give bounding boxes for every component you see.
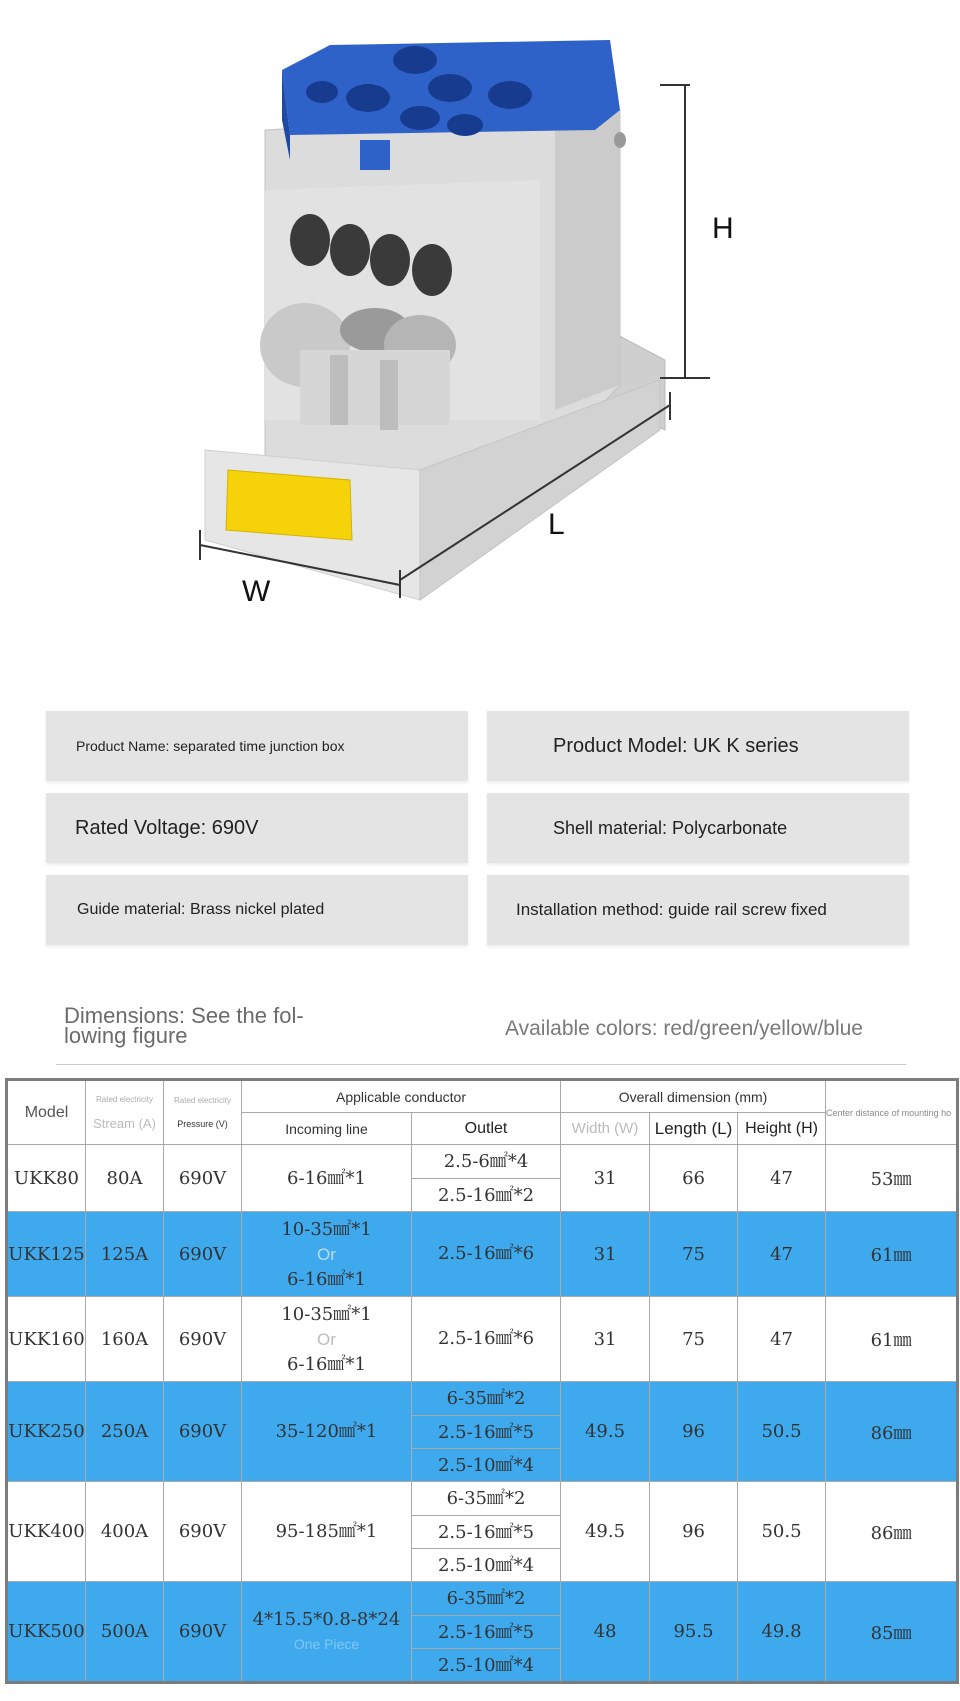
- cell-width: 49.5: [561, 1382, 650, 1482]
- incoming-value: 95-185㎟*1: [275, 1521, 378, 1542]
- cell-incoming: [242, 1382, 412, 1482]
- cell-model: UKK160: [7, 1297, 86, 1382]
- spec-card-guide-material: [46, 875, 468, 945]
- incoming-value: 6-16㎟*1: [287, 1268, 366, 1290]
- cell-width: 31: [561, 1297, 650, 1382]
- header-current-small: Rated electricity: [96, 1094, 153, 1104]
- table-row: [7, 1582, 958, 1683]
- table-row: [7, 1145, 958, 1212]
- product-image: [0, 0, 960, 640]
- header-incoming: Incoming line: [242, 1113, 412, 1145]
- cell-model: UKK125: [7, 1212, 86, 1297]
- cell-center-distance: 61㎜: [826, 1212, 958, 1297]
- cell-height: 47: [738, 1297, 826, 1382]
- outlet-value: 2.5-10㎟*4: [412, 1448, 560, 1481]
- cell-voltage: 690V: [164, 1145, 242, 1212]
- cell-outlet: [412, 1145, 561, 1212]
- cell-center-distance: 85㎜: [826, 1582, 958, 1683]
- length-label: L: [548, 508, 565, 541]
- cell-length: 66: [650, 1145, 738, 1212]
- table-row: [7, 1212, 958, 1297]
- spec-card-product-name: [46, 711, 468, 781]
- cell-current: 125A: [86, 1212, 164, 1297]
- incoming-value: 4*15.5*0.8-8*24: [252, 1608, 401, 1630]
- cell-center-distance: 61㎜: [826, 1297, 958, 1382]
- outlet-value: 6-35㎟*2: [446, 1488, 526, 1509]
- product-model-text: Product Model: UK K series: [553, 734, 799, 757]
- installation-text: Installation method: guide rail screw fixed: [516, 900, 827, 919]
- incoming-value: 35-120㎟*1: [275, 1421, 378, 1442]
- cell-width: 31: [561, 1145, 650, 1212]
- cell-length: 96: [650, 1482, 738, 1582]
- header-model: Model: [7, 1080, 86, 1145]
- header-conductor: Applicable conductor: [242, 1080, 561, 1113]
- cell-incoming: [242, 1297, 412, 1382]
- cell-voltage: 690V: [164, 1212, 242, 1297]
- cell-incoming: [242, 1212, 412, 1297]
- cell-height: 49.8: [738, 1582, 826, 1683]
- spec-card-rated-voltage: [46, 793, 468, 863]
- cell-center-distance: 53㎜: [826, 1145, 958, 1212]
- height-label: H: [712, 212, 734, 245]
- outlet-value: 2.5-16㎟*5: [412, 1415, 560, 1448]
- outlet-value: 2.5-16㎟*5: [412, 1615, 560, 1648]
- cell-outlet: [412, 1382, 561, 1482]
- header-outlet: Outlet: [412, 1113, 561, 1145]
- width-label: W: [242, 575, 271, 608]
- header-center-distance: Center distance of mounting ho: [826, 1080, 958, 1145]
- dimensions-note-line2: lowing figure: [64, 1023, 188, 1048]
- cell-current: 400A: [86, 1482, 164, 1582]
- incoming-value: 6-16㎟*1: [287, 1167, 366, 1189]
- cell-outlet: [412, 1212, 561, 1297]
- spec-card-shell-material: [487, 793, 909, 863]
- spec-card-product-model: [487, 711, 909, 781]
- rated-voltage-text: Rated Voltage: 690V: [75, 816, 259, 839]
- cell-width: 49.5: [561, 1482, 650, 1582]
- header-voltage-main: Pressure (V): [177, 1119, 228, 1129]
- cell-voltage: 690V: [164, 1382, 242, 1482]
- header-length: Length (L): [650, 1113, 738, 1145]
- or-label: Or: [317, 1244, 336, 1264]
- header-width: Width (W): [561, 1113, 650, 1145]
- outlet-value: 2.5-6㎟*4: [443, 1151, 529, 1172]
- cell-incoming: [242, 1482, 412, 1582]
- outlet-value: 6-35㎟*2: [446, 1388, 526, 1409]
- cell-model: UKK400: [7, 1482, 86, 1582]
- cell-length: 75: [650, 1212, 738, 1297]
- cell-length: 75: [650, 1297, 738, 1382]
- header-current: [86, 1080, 164, 1145]
- cell-width: 48: [561, 1582, 650, 1683]
- cell-model: UKK80: [7, 1145, 86, 1212]
- one-piece-label: One Piece: [293, 1635, 360, 1652]
- cell-current: 250A: [86, 1382, 164, 1482]
- cell-voltage: 690V: [164, 1482, 242, 1582]
- outlet-value: 6-35㎟*2: [446, 1588, 526, 1609]
- product-name-text: Product Name: separated time junction box: [76, 738, 345, 754]
- cell-model: UKK250: [7, 1382, 86, 1482]
- outlet-value: 2.5-10㎟*4: [412, 1648, 560, 1681]
- header-voltage: [164, 1080, 242, 1145]
- dimensions-note: [64, 1003, 364, 1048]
- outlet-value: 2.5-10㎟*4: [412, 1548, 560, 1581]
- incoming-value: 10-35㎟*1: [281, 1303, 372, 1325]
- cell-outlet: [412, 1482, 561, 1582]
- cell-length: 96: [650, 1382, 738, 1482]
- cell-height: 50.5: [738, 1482, 826, 1582]
- spec-card-installation: [487, 875, 909, 945]
- header-voltage-small: Rated electricity: [174, 1096, 231, 1105]
- cell-height: 47: [738, 1212, 826, 1297]
- table-row: [7, 1382, 958, 1482]
- cell-incoming: [242, 1145, 412, 1212]
- table-body: [7, 1145, 958, 1683]
- available-colors-note: Available colors: red/green/yellow/blue: [505, 1017, 863, 1040]
- cell-length: 95.5: [650, 1582, 738, 1683]
- incoming-value: 10-35㎟*1: [281, 1218, 372, 1240]
- cell-current: 500A: [86, 1582, 164, 1683]
- cell-center-distance: 86㎜: [826, 1482, 958, 1582]
- outlet-value: 2.5-16㎟*6: [437, 1328, 535, 1349]
- guide-material-text: Guide material: Brass nickel plated: [77, 901, 325, 918]
- table-row: [7, 1297, 958, 1382]
- cell-outlet: [412, 1582, 561, 1683]
- cell-voltage: 690V: [164, 1297, 242, 1382]
- table-row: [7, 1482, 958, 1582]
- outlet-value: 2.5-16㎟*6: [437, 1243, 535, 1264]
- header-height: Height (H): [738, 1113, 826, 1145]
- header-overall: Overall dimension (mm): [561, 1080, 826, 1113]
- cell-center-distance: 86㎜: [826, 1382, 958, 1482]
- cell-current: 160A: [86, 1297, 164, 1382]
- shell-material-text: Shell material: Polycarbonate: [553, 817, 788, 838]
- spec-table: [5, 1078, 959, 1684]
- header-current-main: Stream (A): [93, 1115, 156, 1131]
- cell-height: 50.5: [738, 1382, 826, 1482]
- cell-outlet: [412, 1297, 561, 1382]
- outlet-value: 2.5-16㎟*5: [412, 1515, 560, 1548]
- or-label: Or: [317, 1329, 336, 1349]
- cell-width: 31: [561, 1212, 650, 1297]
- cell-current: 80A: [86, 1145, 164, 1212]
- incoming-value: 6-16㎟*1: [287, 1353, 366, 1375]
- cell-model: UKK500: [7, 1582, 86, 1683]
- cell-height: 47: [738, 1145, 826, 1212]
- divider: [56, 1064, 906, 1065]
- dimensions-note-line1: Dimensions: See the fol-: [64, 1003, 304, 1028]
- cell-voltage: 690V: [164, 1582, 242, 1683]
- cell-incoming: [242, 1582, 412, 1683]
- outlet-value: 2.5-16㎟*2: [412, 1178, 560, 1211]
